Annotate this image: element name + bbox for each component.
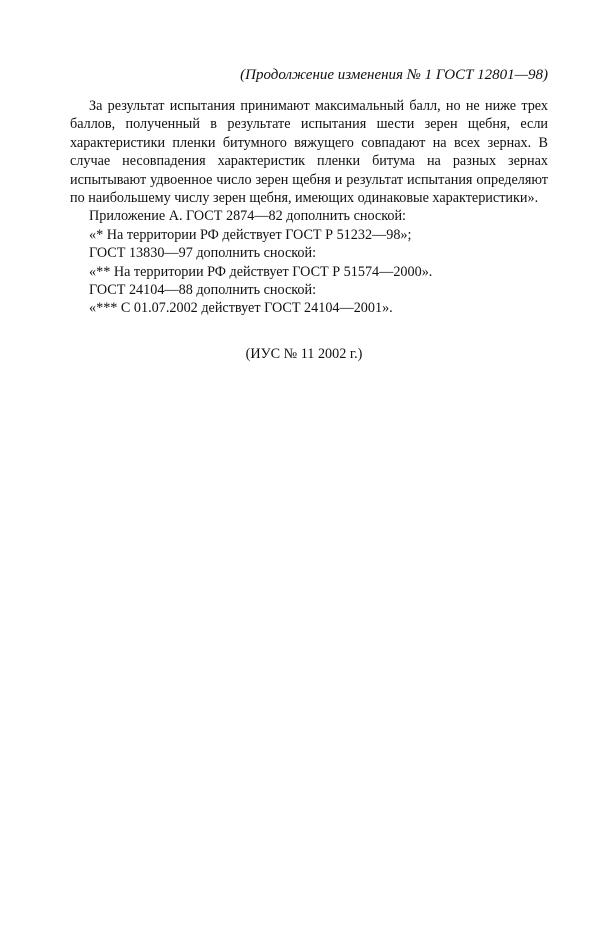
footnote-2: «** На территории РФ действует ГОСТ Р 51574—2000». (89, 263, 433, 280)
gost-13830-line: ГОСТ 13830—97 дополнить сноской: (89, 245, 317, 262)
test-result-paragraph: За результат испытания принимают максимальный балл, но не ниже трех баллов, полученный в результате испытания шести зерен щебня, если характеристики пленки битумного вяжущего совпадают на всех зернах. В случае несовпадения характеристик пленки битума на разных зернах испытывают удвоенное число зерен щебня и результат испытания определяют по наибольшему числу зерен щебня, имеющих одинаковые характеристики». (70, 98, 548, 207)
amendment-text (70, 97, 548, 318)
footnote-1: «* На территории РФ действует ГОСТ Р 51232—98»; (89, 226, 412, 243)
source-note: (ИУС № 11 2002 г.) (245, 346, 363, 362)
gost-24104-line: ГОСТ 24104—88 дополнить сноской: (89, 282, 317, 299)
footnote-3: «*** С 01.07.2002 действует ГОСТ 24104—2001». (89, 300, 393, 317)
running-head: (Продолжение изменения № 1 ГОСТ 12801—98) (240, 67, 548, 83)
appendix-a-line: Приложение А. ГОСТ 2874—82 дополнить сноской: (89, 208, 407, 225)
